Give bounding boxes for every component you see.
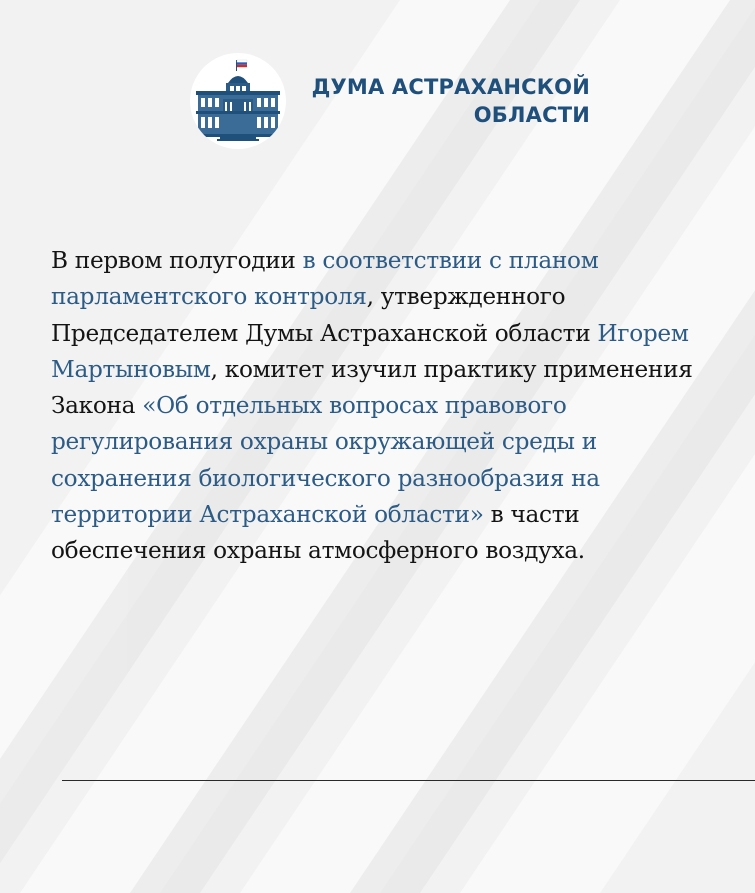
bottom-divider — [62, 780, 755, 781]
org-name-line2: ОБЛАСТИ — [473, 103, 590, 127]
header — [190, 53, 600, 149]
text-intro: В первом полугодии — [51, 247, 303, 274]
org-name-line1: ДУМА АСТРАХАНСКОЙ — [311, 75, 590, 99]
russian-flag-icon — [236, 60, 247, 71]
text-chairman-name: Игорем Мартыновым — [51, 319, 689, 383]
text-approval: , утвержденного Председателем Думы Астраханской области — [51, 283, 598, 347]
duma-building-icon — [190, 53, 286, 149]
text-law-title: «Об отдельных вопросах правового регулирования охраны окружающей среды и сохранения биологического разнообразия на территории Астраханской области» — [51, 392, 600, 529]
announcement-text — [51, 243, 741, 570]
duma-logo — [190, 53, 286, 149]
text-plan-link: в соответствии с планом парламентского контроля — [51, 247, 599, 311]
org-name — [300, 73, 590, 129]
text-committee-action: , комитет изучил практику применения Закона — [51, 355, 693, 420]
text-scope: в части обеспечения охраны атмосферного воздуха. — [51, 501, 585, 565]
